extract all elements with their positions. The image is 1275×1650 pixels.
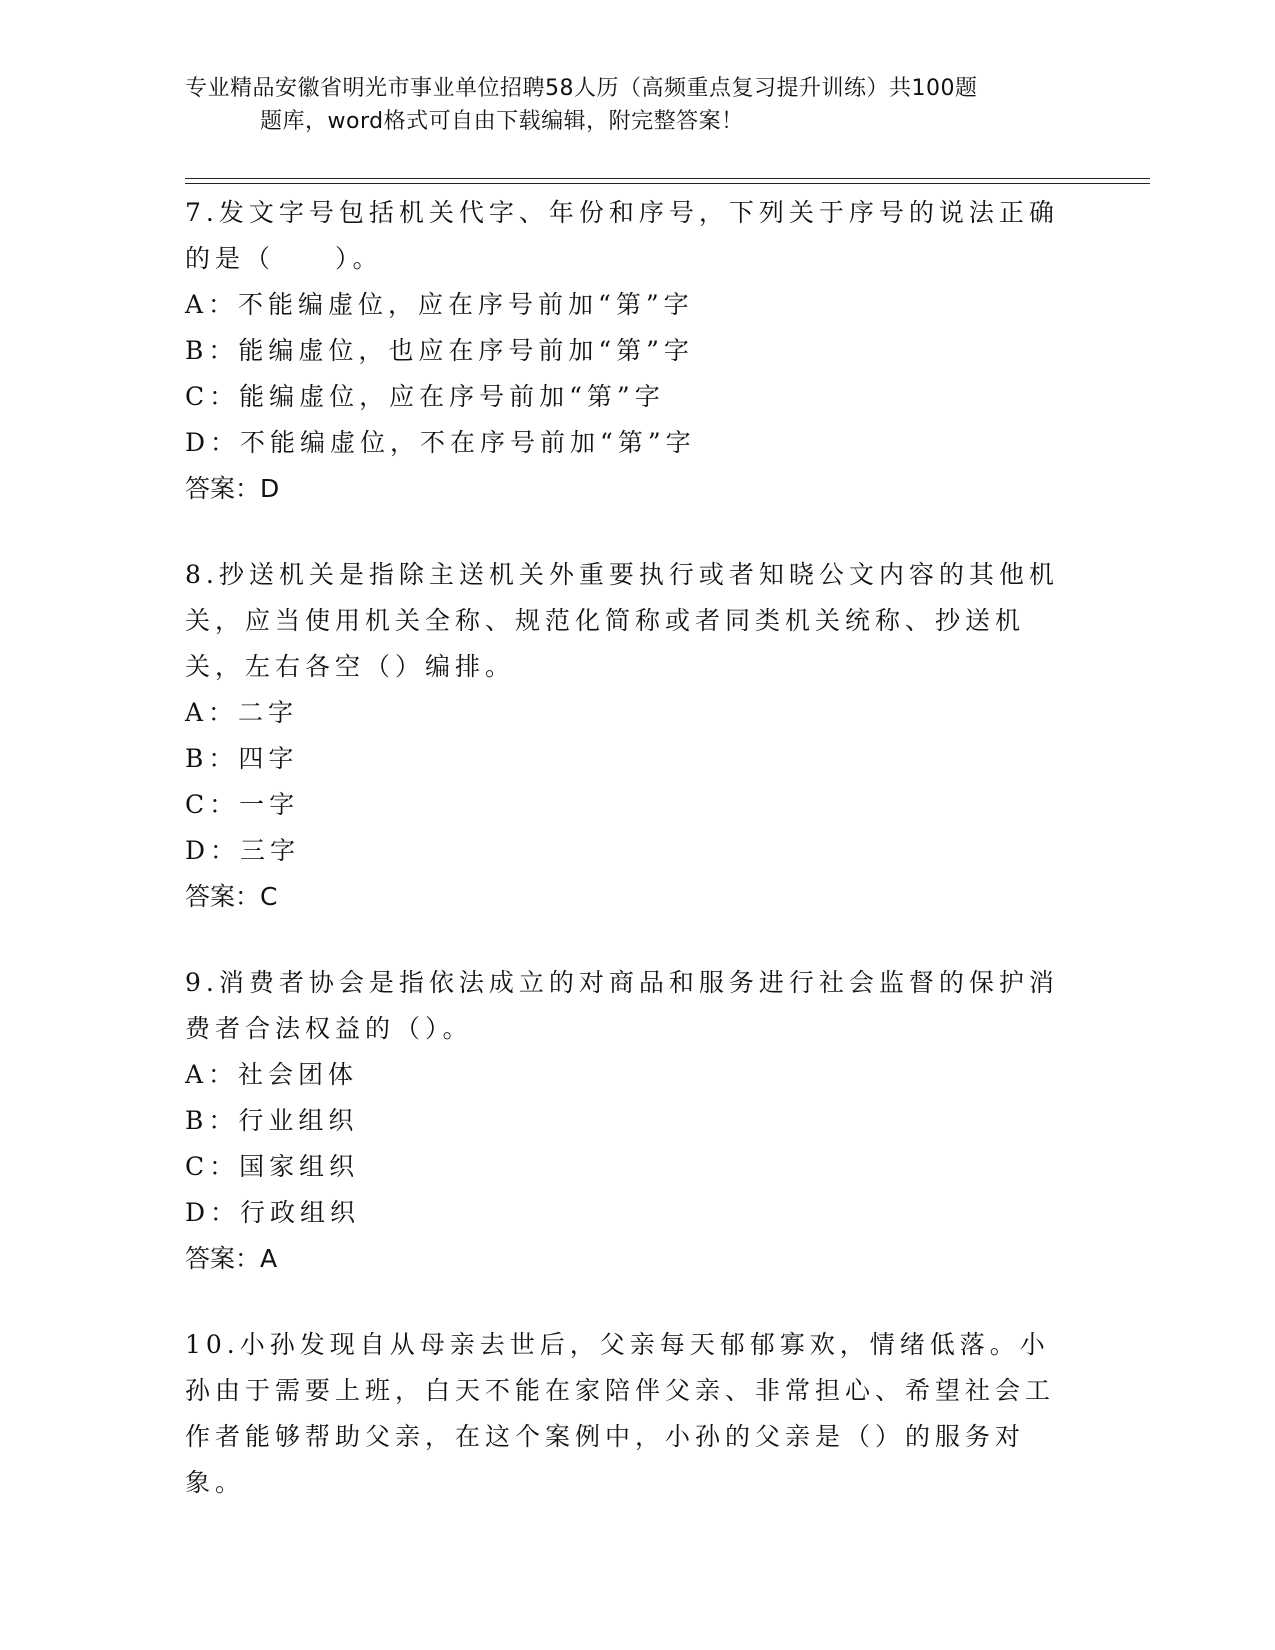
option-b: B：能编虚位，也应在序号前加“第”字 xyxy=(185,336,694,365)
question-text: 7.发文字号包括机关代字、年份和序号，下列关于序号的说法正确的是（ ）。 xyxy=(185,198,1059,273)
option-a: A：二字 xyxy=(185,698,299,727)
header-title-line-2: 题库，word格式可自由下载编辑，附完整答案！ xyxy=(260,109,744,134)
question-10 xyxy=(185,1322,1065,1506)
question-9 xyxy=(185,960,1065,1282)
option-a: A：不能编虚位，应在序号前加“第”字 xyxy=(185,290,694,319)
option-c: C：一字 xyxy=(185,790,300,819)
option-a: A：社会团体 xyxy=(185,1060,359,1089)
option-c: C：能编虚位，应在序号前加“第”字 xyxy=(185,382,665,411)
option-d: D：不能编虚位，不在序号前加“第”字 xyxy=(185,428,696,457)
header-divider-bottom xyxy=(185,183,1150,184)
question-8 xyxy=(185,552,1065,920)
question-list xyxy=(185,190,1065,1546)
header-title-line-1: 专业精品安徽省明光市事业单位招聘58人历（高频重点复习提升训练）共100题 xyxy=(185,76,978,101)
option-b: B：行业组织 xyxy=(185,1106,359,1135)
answer-line: 答案：C xyxy=(185,882,278,911)
question-text: 9.消费者协会是指依法成立的对商品和服务进行社会监督的保护消费者合法权益的（）。 xyxy=(185,968,1059,1043)
question-text: 8.抄送机关是指除主送机关外重要执行或者知晓公文内容的其他机关，应当使用机关全称、规范化简称或者同类机关统称、抄送机关，左右各空（）编排。 xyxy=(185,560,1059,681)
question-text: 10.小孙发现自从母亲去世后，父亲每天郁郁寡欢，情绪低落。小孙由于需要上班，白天不能在家陪伴父亲、非常担心、希望社会工作者能够帮助父亲，在这个案例中，小孙的父亲是（）的服务对象。 xyxy=(185,1330,1056,1497)
option-c: C：国家组织 xyxy=(185,1152,360,1181)
answer-line: 答案：D xyxy=(185,474,280,503)
option-d: D：行政组织 xyxy=(185,1198,361,1227)
option-d: D：三字 xyxy=(185,836,301,865)
document-header xyxy=(185,72,1065,138)
answer-line: 答案：A xyxy=(185,1244,278,1273)
option-b: B：四字 xyxy=(185,744,299,773)
header-divider-top xyxy=(185,178,1150,179)
question-7 xyxy=(185,190,1065,512)
